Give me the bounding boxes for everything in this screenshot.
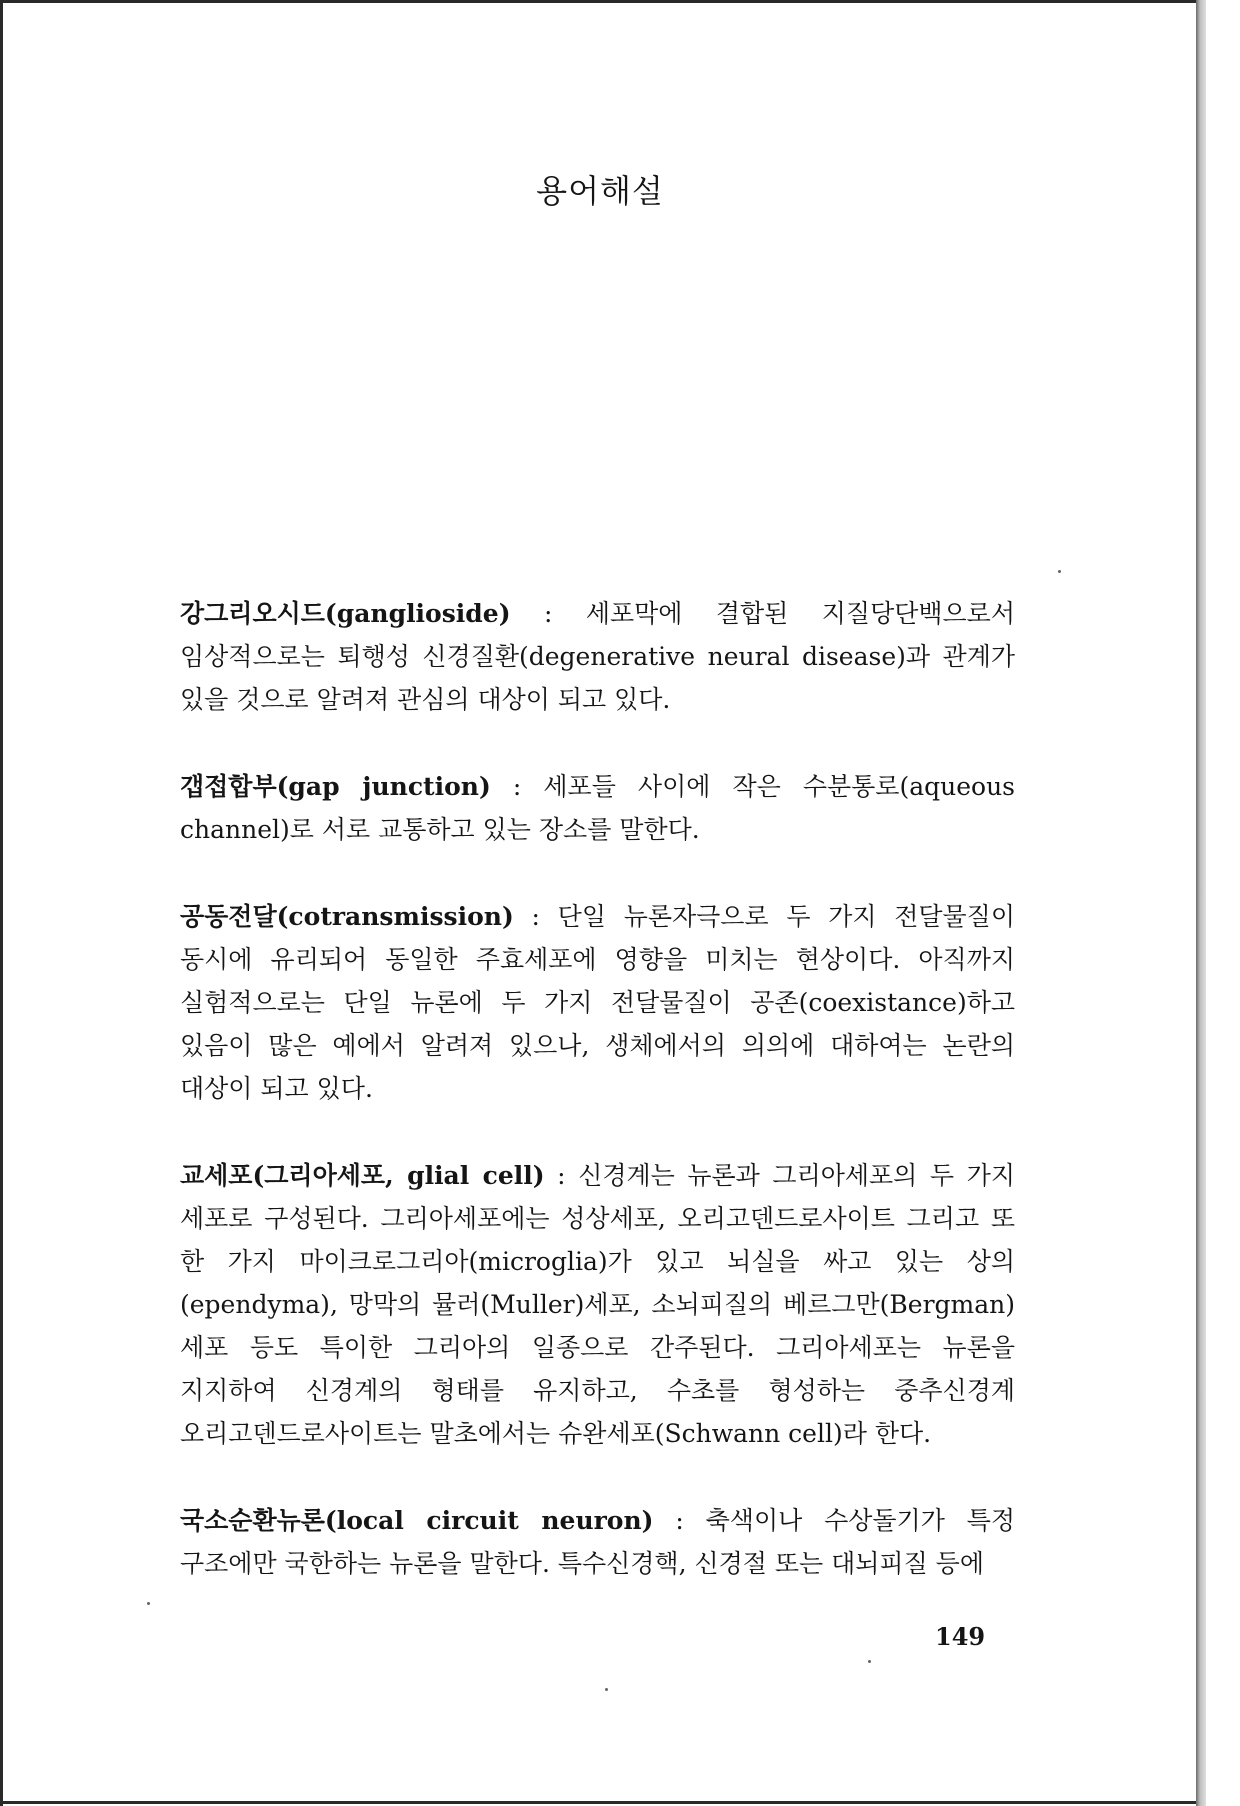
entry-term: 갭접합부(gap junction) <box>180 772 491 801</box>
scan-speck <box>605 1688 608 1691</box>
entry-separator: : <box>513 902 558 931</box>
entry-term: 국소순환뉴론(local circuit neuron) <box>180 1506 654 1535</box>
entry-separator: : <box>544 1161 579 1190</box>
glossary-entries <box>180 592 1015 1585</box>
scan-speck <box>868 1660 871 1663</box>
scan-speck <box>147 1602 150 1605</box>
page-border-left <box>0 0 3 1806</box>
glossary-entry <box>180 592 1015 721</box>
entry-term: 공동전달(cotransmission) <box>180 902 514 931</box>
glossary-entry <box>180 1154 1015 1455</box>
entry-term: 교세포(그리아세포, glial cell) <box>180 1161 545 1190</box>
entry-definition: 세포들 사이에 작은 수분통로(aqueous channel)로 서로 교통하고 있는 장소를 말한다. <box>180 772 1015 844</box>
page-margin-right <box>1206 0 1240 1806</box>
glossary-entry <box>180 895 1015 1110</box>
entry-term: 강그리오시드(ganglioside) <box>180 599 511 628</box>
glossary-entry <box>180 765 1015 851</box>
page-border-top <box>0 0 1200 3</box>
page-border-bottom <box>0 1801 1200 1804</box>
page-edge-shadow <box>1196 0 1206 1806</box>
page-number: 149 <box>935 1622 986 1651</box>
scan-speck <box>1058 570 1061 573</box>
entry-definition: 세포막에 결합된 지질당단백으로서 임상적으로는 퇴행성 신경질환(degenerative neural disease)과 관계가 있을 것으로 알려져 관심의 대상이 되고 있다. <box>180 599 1015 714</box>
entry-separator: : <box>510 599 586 628</box>
entry-definition: 신경계는 뉴론과 그리아세포의 두 가지 세포로 구성된다. 그리아세포에는 성상세포, 오리고덴드로사이트 그리고 또 한 가지 마이크로그리아(microglia)가 있고 뇌실을 싸고 있는 상의(ependyma), 망막의 뮬러(Muller)세포, 소뇌피질의 베르그만(Bergman)세포 등도 특이한 그리아의 일종으로 간주된다. 그리아세포는 뉴론을 지지하여 신경계의 형태를 유지하고, 수초를 형성하는 중추신경계 오리고덴드로사이트는 말초에서는 슈완세포(Schwann cell)라 한다. <box>180 1161 1015 1448</box>
glossary-entry <box>180 1499 1015 1585</box>
entry-definition: 축색이나 수상돌기가 특정 구조에만 국한하는 뉴론을 말한다. 특수신경핵, 신경절 또는 대뇌피질 등에 <box>180 1506 1016 1578</box>
entry-definition: 단일 뉴론자극으로 두 가지 전달물질이 동시에 유리되어 동일한 주효세포에 영향을 미치는 현상이다. 아직까지 실험적으로는 단일 뉴론에 두 가지 전달물질이 공존(coexistance)하고 있음이 많은 예에서 알려져 있으나, 생체에서의 의의에 대하여는 논란의 대상이 되고 있다. <box>180 902 1015 1103</box>
entry-separator: : <box>490 772 544 801</box>
entry-separator: : <box>653 1506 706 1535</box>
page-title: 용어해설 <box>536 172 664 210</box>
